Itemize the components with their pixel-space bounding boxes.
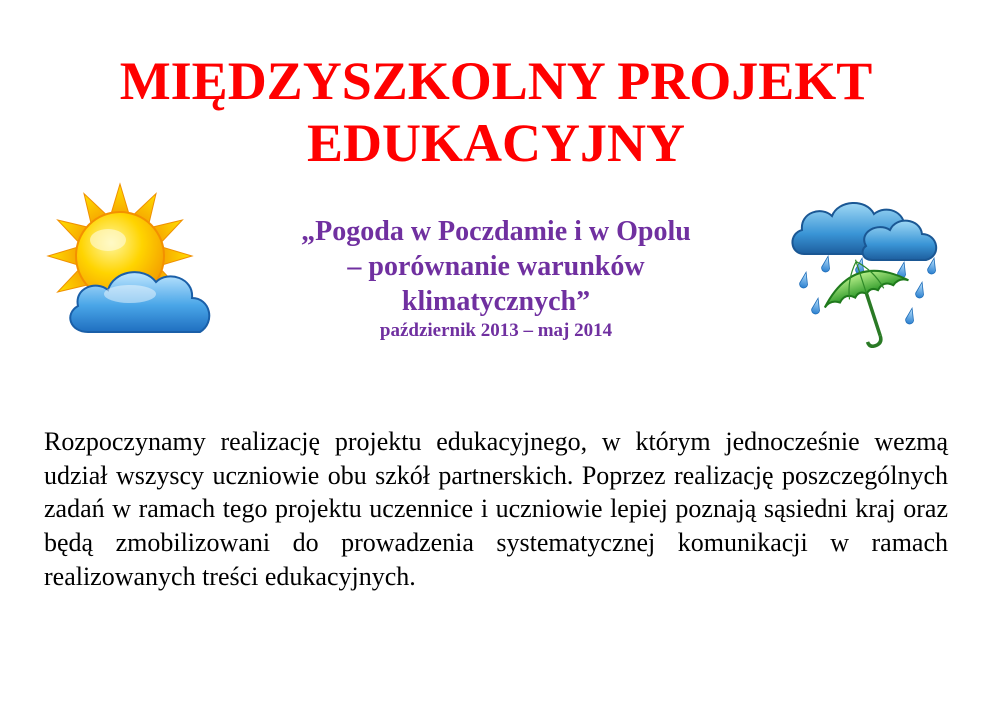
- project-description: Rozpoczynamy realizację projektu edukacyjnego, w którym jednocześnie wezmą udział wszyscy uczniowie obu szkół partnerskich. Poprzez realizację poszczególnych zadań w ramach tego projektu uczennice i uczniowie lepiej poznają sąsiedni kraj oraz będą zmobilizowani do prowadzenia systematycznej komunikacji w ramach realizowanych treści edukacyjnych.: [44, 427, 948, 591]
- title-line-1: MIĘDZYSZKOLNY PROJEKT: [119, 51, 873, 111]
- subtitle-line-1: „Pogoda w Poczdamie i w Opolu: [301, 216, 691, 247]
- project-subtitle: [230, 214, 762, 343]
- page-title: [0, 50, 992, 174]
- sun-cloud-icon: [44, 182, 224, 348]
- subtitle-line-3: klimatycznych”: [401, 286, 591, 317]
- title-line-2: EDUKACYJNY: [307, 113, 685, 173]
- project-dates: październik 2013 – maj 2014: [379, 320, 613, 341]
- subtitle-line-2: – porównanie warunków: [347, 251, 645, 282]
- rain-umbrella-icon: [786, 198, 946, 348]
